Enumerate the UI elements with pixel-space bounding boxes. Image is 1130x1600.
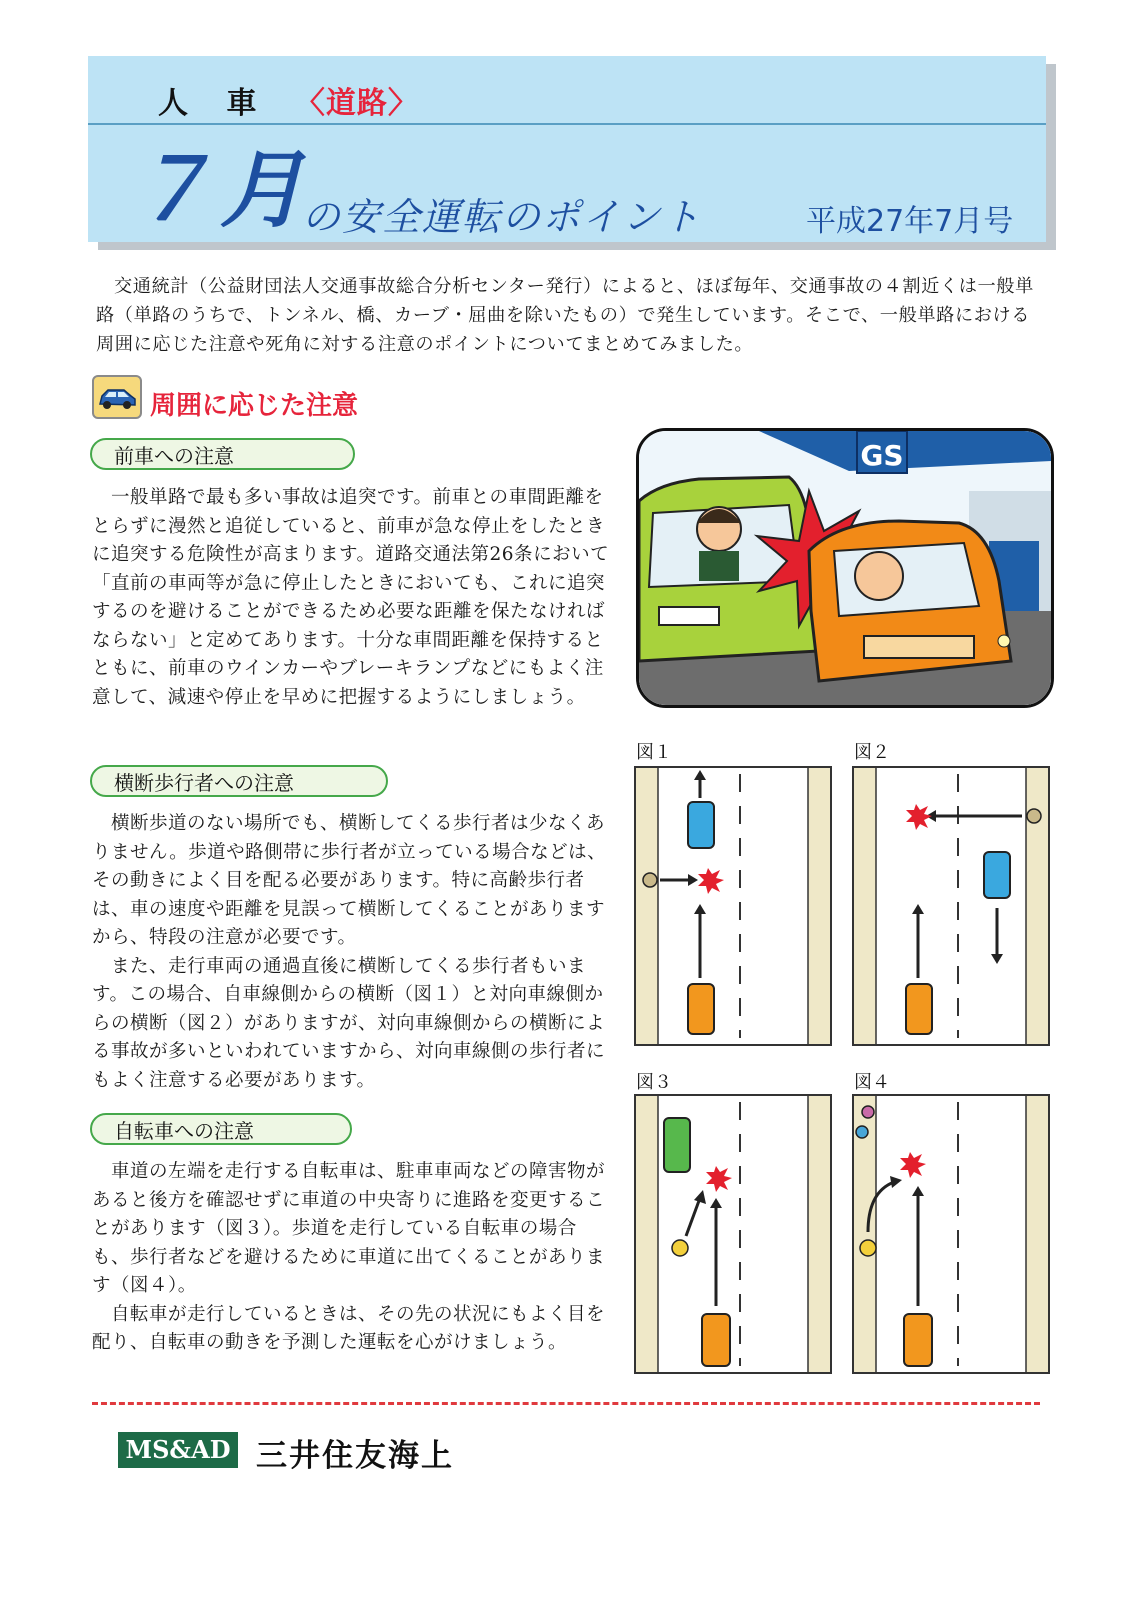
paragraph: 一般単路で最も多い事故は追突です。前車との車間距離をとらずに漫然と追従していると、前車が急な停止をしたときに追突する危険性が高まります。道路交通法第26条において「直前の車両等が急に停止したときにおいても、これに追突するのを避けることができるため必要な距離を保たなければならない」と定めてあります。十分な車間距離を保持するとともに、前車のウインカーやブレーキランプなどにもよく注意して、減速や停止を早めに把握するようにしましょう。 <box>92 487 610 708</box>
subsection-heading-bicycle: 自転車への注意 <box>90 1113 352 1145</box>
header-divider <box>88 123 1046 125</box>
figure-3-label: 図３ <box>636 1072 672 1093</box>
subsection-heading-pedestrian: 横断歩行者への注意 <box>90 765 388 797</box>
gas-station-sign: GS <box>860 439 904 472</box>
paragraph: 自転車が走行しているときは、その先の状況にもよく目を配り、自転車の動きを予測した運転を心がけましょう。 <box>92 1303 606 1353</box>
category-highlight: 〈道路〉 <box>294 86 419 121</box>
footer-divider <box>92 1402 1040 1405</box>
intro-paragraph: 交通統計（公益財団法人交通事故総合分析センター発行）によると、ほぼ毎年、交通事故の４割近くは一般単路（単路のうちで、トンネル、橋、カーブ・屈曲を除いたもの）で発生しています。そこで、一般単路における周囲に応じた注意や死角に対する注意のポイントについてまとめてみました。 <box>96 276 1034 355</box>
category-prefix: 人 車 <box>158 86 271 121</box>
figure-3-diagram <box>634 1094 832 1374</box>
page-title: の安全運転のポイント <box>302 195 703 239</box>
subsection-body-front-car <box>92 484 612 712</box>
figure-4-diagram <box>852 1094 1050 1374</box>
car-icon <box>92 375 142 419</box>
figure-2-label: 図２ <box>854 742 890 763</box>
month-label: ７月 <box>128 141 313 239</box>
figure-1-diagram <box>634 766 832 1046</box>
figure-1-label: 図１ <box>636 742 672 763</box>
subsection-body-pedestrian <box>92 810 612 1095</box>
issue-label: 平成27年7月号 <box>806 204 1014 239</box>
subsection-heading-front-car: 前車への注意 <box>90 438 355 470</box>
company-logo: MS&AD <box>118 1432 238 1468</box>
rear-end-collision-illustration <box>636 428 1054 708</box>
figure-4-label: 図４ <box>854 1072 890 1093</box>
subsection-body-bicycle <box>92 1158 612 1358</box>
company-name: 三井住友海上 <box>256 1438 454 1474</box>
section-title: 周囲に応じた注意 <box>150 391 359 421</box>
paragraph: また、走行車両の通過直後に横断してくる歩行者もいます。この場合、自車線側からの横断（図１）と対向車線側からの横断（図２）がありますが、対向車線側からの横断による事故が多いといわれていますから、対向車線側の歩行者にもよく注意する必要があります。 <box>92 955 606 1091</box>
paragraph: 車道の左端を走行する自転車は、駐車車両などの障害物があると後方を確認せずに車道の中央寄りに進路を変更することがあります（図３）。歩道を走行している自転車の場合も、歩行者などを避けるために車道に出てくることがあります（図４）。 <box>92 1161 606 1296</box>
figure-2-diagram <box>852 766 1050 1046</box>
paragraph: 横断歩道のない場所でも、横断してくる歩行者は少なくありません。歩道や路側帯に歩行者が立っている場合などは、その動きによく目を配る必要があります。特に高齢歩行者は、車の速度や距離を見誤って横断してくることがありますから、特段の注意が必要です。 <box>92 813 607 948</box>
category-label <box>158 78 419 122</box>
